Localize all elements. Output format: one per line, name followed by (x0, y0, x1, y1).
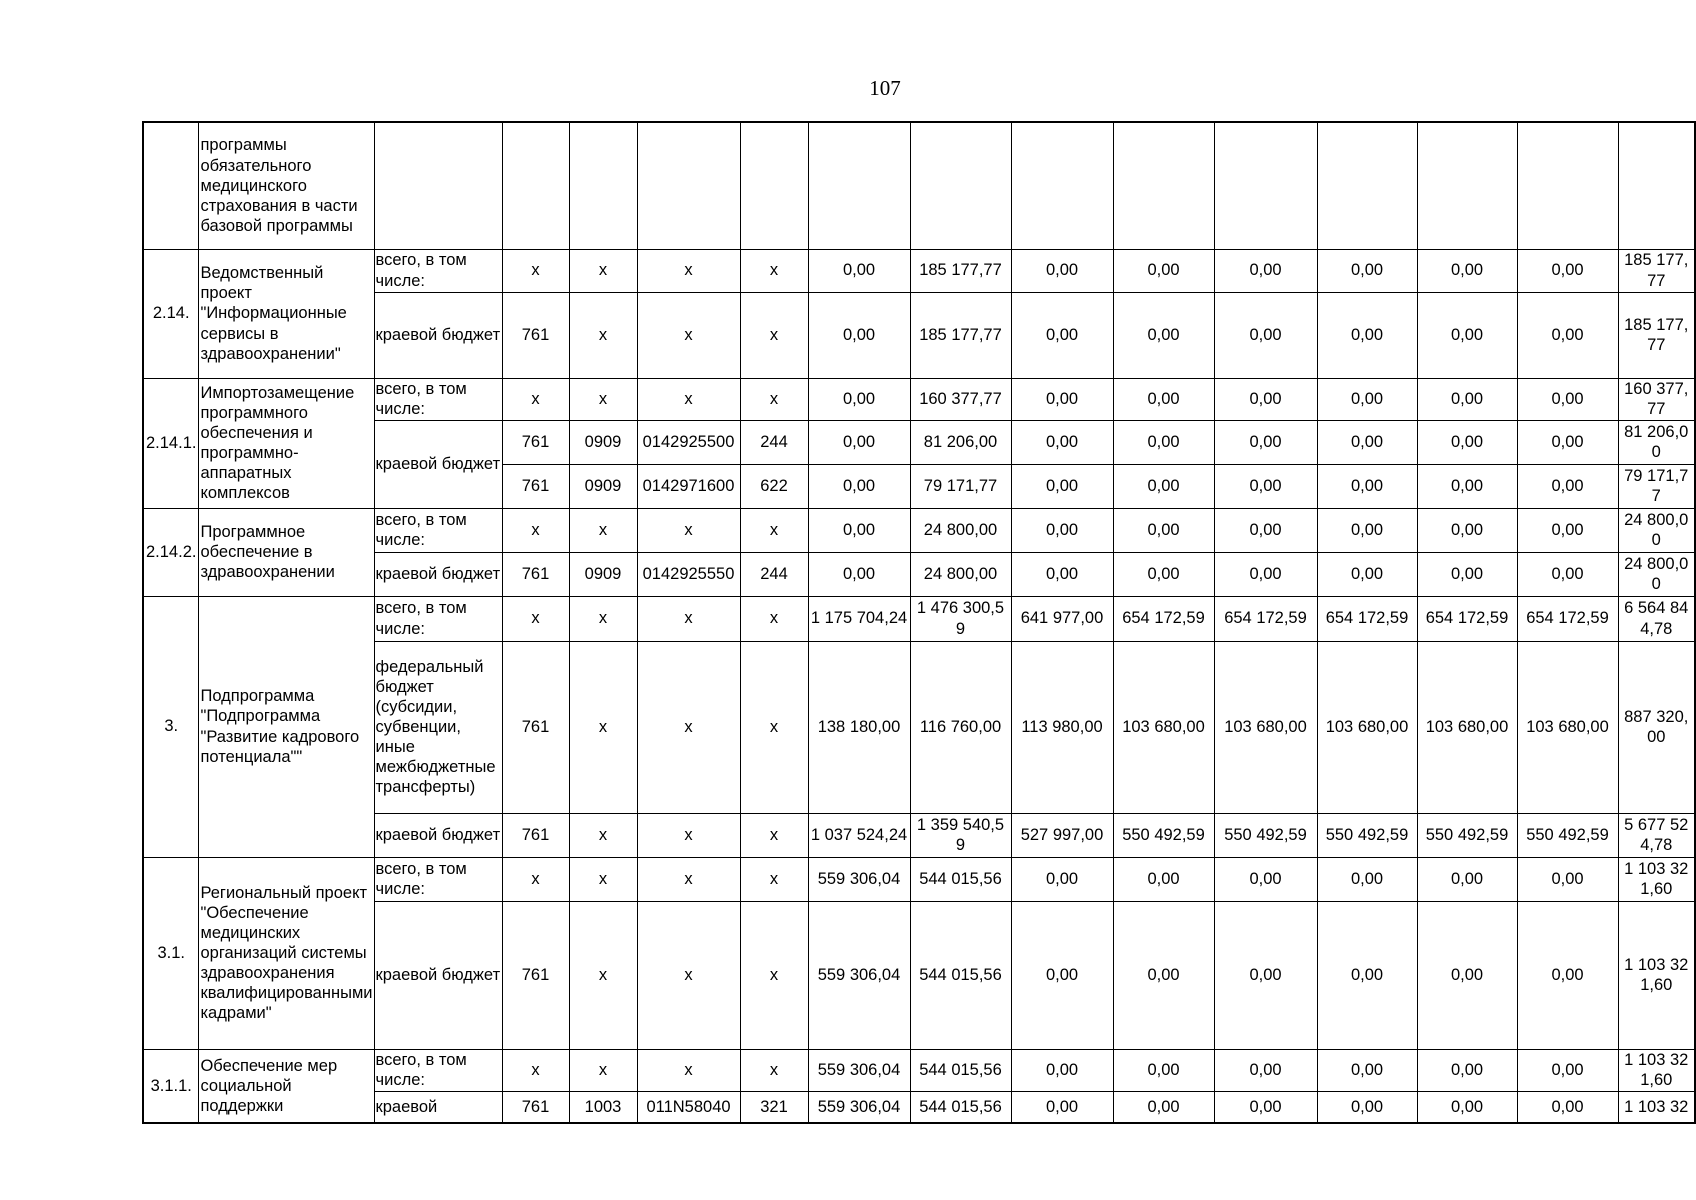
year-value-cell: 0,00 (1417, 1091, 1517, 1123)
year-value-cell: 0,00 (1113, 378, 1214, 420)
year-value-cell: 0,00 (1113, 1091, 1214, 1123)
year-value-cell: 0,00 (1214, 249, 1317, 292)
year-value-cell: 0,00 (1011, 901, 1113, 1049)
year-value-cell: 0,00 (1517, 1091, 1618, 1123)
year-value-cell: 0,00 (1113, 508, 1214, 552)
year-value-cell: 0,00 (1517, 378, 1618, 420)
table-row (143, 378, 1695, 420)
table-row (143, 813, 1695, 857)
section-code: x (569, 813, 637, 857)
year-value-cell: 103 680,00 (1417, 641, 1517, 813)
year-value-cell: 103 680,00 (1214, 641, 1317, 813)
section-code: 0909 (569, 420, 637, 464)
total-cell: 185 177,77 (1618, 292, 1695, 378)
year-value-cell: 654 172,59 (1214, 596, 1317, 641)
year-value-cell: 0,00 (1011, 508, 1113, 552)
table-row (143, 1049, 1695, 1091)
year-value-cell: 0,00 (1517, 1049, 1618, 1091)
target-code: 0142925500 (637, 420, 740, 464)
year-value-cell: 0,00 (1214, 552, 1317, 596)
total-cell: 5 677 524,78 (1618, 813, 1695, 857)
section-code: 1003 (569, 1091, 637, 1123)
funding-source: всего, в том числе: (374, 249, 502, 292)
year-value-cell: 550 492,59 (1214, 813, 1317, 857)
total-cell: 6 564 844,78 (1618, 596, 1695, 641)
year-value-cell: 0,00 (1011, 249, 1113, 292)
funding-source: всего, в том числе: (374, 1049, 502, 1091)
target-code: x (637, 508, 740, 552)
grbs-code: x (502, 857, 569, 901)
grbs-code: 761 (502, 1091, 569, 1123)
section-code: x (569, 596, 637, 641)
year-value-cell: 559 306,04 (808, 857, 910, 901)
year-value-cell: 0,00 (1517, 292, 1618, 378)
total-cell: 1 103 321,60 (1618, 1049, 1695, 1091)
row-name: программы обязательного медицинского страхования в части базовой программы (199, 122, 374, 249)
table-row (143, 641, 1695, 813)
year-value-cell: 0,00 (1113, 292, 1214, 378)
year-value-cell: 0,00 (1317, 552, 1417, 596)
section-code: x (569, 508, 637, 552)
target-code: 0142925550 (637, 552, 740, 596)
year-value-cell: 0,00 (1214, 378, 1317, 420)
row-name: Подпрограмма "Подпрограмма "Развитие кадрового потенциала"" (199, 596, 374, 857)
section-code: 0909 (569, 552, 637, 596)
year-value-cell: 544 015,56 (910, 857, 1011, 901)
year-value-cell: 550 492,59 (1317, 813, 1417, 857)
expense-type-code: 244 (740, 552, 808, 596)
year-value-cell: 0,00 (1517, 508, 1618, 552)
table-row (143, 552, 1695, 596)
year-value-cell: 0,00 (1417, 508, 1517, 552)
funding-source: федеральный бюджет (субсидии, субвенции, иные межбюджетные трансферты) (374, 641, 502, 813)
year-value-cell: 0,00 (1317, 901, 1417, 1049)
year-value-cell: 0,00 (1214, 1091, 1317, 1123)
year-value-cell: 0,00 (808, 464, 910, 508)
year-value-cell: 0,00 (1317, 1091, 1417, 1123)
year-value-cell: 550 492,59 (1113, 813, 1214, 857)
year-value-cell: 0,00 (1214, 464, 1317, 508)
year-value-cell: 24 800,00 (910, 552, 1011, 596)
grbs-code: 761 (502, 901, 569, 1049)
table-row (143, 420, 1695, 464)
section-code: x (569, 249, 637, 292)
total-cell: 160 377,77 (1618, 378, 1695, 420)
year-value-cell: 654 172,59 (1417, 596, 1517, 641)
grbs-code: 761 (502, 813, 569, 857)
expense-type-code: 244 (740, 420, 808, 464)
funding-source: краевой бюджет (374, 552, 502, 596)
year-value-cell: 103 680,00 (1517, 641, 1618, 813)
year-value-cell: 0,00 (1517, 464, 1618, 508)
target-code: x (637, 292, 740, 378)
row-name: Обеспечение мер социальной поддержки (199, 1049, 374, 1123)
year-value-cell: 24 800,00 (910, 508, 1011, 552)
year-value-cell: 544 015,56 (910, 1091, 1011, 1123)
year-value-cell: 0,00 (1517, 857, 1618, 901)
section-code: x (569, 292, 637, 378)
section-code: x (569, 857, 637, 901)
funding-source: краевой бюджет (374, 813, 502, 857)
year-value-cell: 0,00 (1517, 420, 1618, 464)
year-value-cell: 0,00 (1214, 857, 1317, 901)
row-number: 3. (143, 596, 199, 857)
expense-type-code: x (740, 292, 808, 378)
total-cell: 24 800,00 (1618, 552, 1695, 596)
year-value-cell: 103 680,00 (1317, 641, 1417, 813)
expense-type-code: x (740, 378, 808, 420)
year-value-cell: 0,00 (808, 378, 910, 420)
year-value-cell: 0,00 (1011, 857, 1113, 901)
year-value-cell: 0,00 (1417, 420, 1517, 464)
total-cell: 1 103 321,60 (1618, 857, 1695, 901)
year-value-cell: 559 306,04 (808, 1091, 910, 1123)
table-row (143, 1091, 1695, 1123)
grbs-code: x (502, 596, 569, 641)
expense-type-code: x (740, 641, 808, 813)
grbs-code: x (502, 378, 569, 420)
year-value-cell: 0,00 (1011, 420, 1113, 464)
row-name: Региональный проект "Обеспечение медицинских организаций системы здравоохранения квалифицированными кадрами" (199, 857, 374, 1049)
year-value-cell: 0,00 (1417, 857, 1517, 901)
page-number: 107 (869, 76, 901, 100)
section-code: 0909 (569, 464, 637, 508)
year-value-cell: 1 476 300,59 (910, 596, 1011, 641)
row-number: 3.1. (143, 857, 199, 1049)
budget-table (142, 121, 1696, 1124)
year-value-cell: 1 037 524,24 (808, 813, 910, 857)
year-value-cell: 0,00 (1417, 378, 1517, 420)
total-cell: 887 320,00 (1618, 641, 1695, 813)
year-value-cell: 0,00 (1011, 464, 1113, 508)
year-value-cell: 0,00 (1113, 901, 1214, 1049)
total-cell: 24 800,00 (1618, 508, 1695, 552)
year-value-cell: 0,00 (1214, 420, 1317, 464)
table-row (143, 857, 1695, 901)
target-code: x (637, 901, 740, 1049)
year-value-cell: 1 175 704,24 (808, 596, 910, 641)
table-row (143, 292, 1695, 378)
year-value-cell: 559 306,04 (808, 1049, 910, 1091)
year-value-cell: 0,00 (1214, 508, 1317, 552)
section-code: x (569, 641, 637, 813)
total-cell: 185 177,77 (1618, 249, 1695, 292)
year-value-cell: 0,00 (1417, 464, 1517, 508)
grbs-code: 761 (502, 464, 569, 508)
year-value-cell: 0,00 (808, 249, 910, 292)
target-code: 011N58040 (637, 1091, 740, 1123)
year-value-cell: 0,00 (1417, 1049, 1517, 1091)
year-value-cell: 0,00 (1011, 292, 1113, 378)
year-value-cell: 0,00 (1113, 464, 1214, 508)
year-value-cell: 0,00 (1011, 1091, 1113, 1123)
year-value-cell: 0,00 (1517, 249, 1618, 292)
year-value-cell: 185 177,77 (910, 249, 1011, 292)
grbs-code: x (502, 1049, 569, 1091)
year-value-cell: 0,00 (1113, 249, 1214, 292)
row-name: Ведомственный проект "Информационные сервисы в здравоохранении" (199, 249, 374, 378)
table-row (143, 249, 1695, 292)
year-value-cell: 550 492,59 (1517, 813, 1618, 857)
year-value-cell: 0,00 (1214, 901, 1317, 1049)
year-value-cell: 0,00 (1011, 378, 1113, 420)
funding-source: краевой бюджет (374, 901, 502, 1049)
expense-type-code: x (740, 596, 808, 641)
year-value-cell: 0,00 (1517, 901, 1618, 1049)
table-row (143, 596, 1695, 641)
row-number: 3.1.1. (143, 1049, 199, 1123)
year-value-cell: 0,00 (1517, 552, 1618, 596)
year-value-cell: 0,00 (1113, 552, 1214, 596)
year-value-cell: 527 997,00 (1011, 813, 1113, 857)
expense-type-code: x (740, 813, 808, 857)
grbs-code: 761 (502, 292, 569, 378)
expense-type-code: x (740, 508, 808, 552)
expense-type-code: x (740, 1049, 808, 1091)
row-number: 2.14.2. (143, 508, 199, 596)
year-value-cell: 0,00 (1417, 901, 1517, 1049)
funding-source: всего, в том числе: (374, 596, 502, 641)
year-value-cell: 0,00 (808, 508, 910, 552)
year-value-cell: 544 015,56 (910, 1049, 1011, 1091)
table-row (143, 122, 1695, 249)
year-value-cell: 0,00 (1214, 292, 1317, 378)
year-value-cell: 0,00 (1317, 378, 1417, 420)
year-value-cell: 103 680,00 (1113, 641, 1214, 813)
target-code: x (637, 813, 740, 857)
total-cell: 1 103 32 (1618, 1091, 1695, 1123)
section-code: x (569, 901, 637, 1049)
funding-source: краевой (374, 1091, 502, 1123)
year-value-cell: 0,00 (1317, 1049, 1417, 1091)
year-value-cell: 185 177,77 (910, 292, 1011, 378)
row-name: Импортозамещение программного обеспечения и программно-аппаратных комплексов (199, 378, 374, 508)
funding-source: всего, в том числе: (374, 857, 502, 901)
expense-type-code: 321 (740, 1091, 808, 1123)
row-name: Программное обеспечение в здравоохранении (199, 508, 374, 596)
year-value-cell: 0,00 (1317, 857, 1417, 901)
grbs-code: x (502, 249, 569, 292)
year-value-cell: 654 172,59 (1517, 596, 1618, 641)
year-value-cell: 138 180,00 (808, 641, 910, 813)
year-value-cell: 0,00 (808, 552, 910, 596)
target-code: x (637, 1049, 740, 1091)
expense-type-code: 622 (740, 464, 808, 508)
total-cell: 81 206,00 (1618, 420, 1695, 464)
year-value-cell: 81 206,00 (910, 420, 1011, 464)
year-value-cell: 116 760,00 (910, 641, 1011, 813)
year-value-cell: 0,00 (1317, 292, 1417, 378)
total-cell: 1 103 321,60 (1618, 901, 1695, 1049)
year-value-cell: 1 359 540,59 (910, 813, 1011, 857)
year-value-cell: 160 377,77 (910, 378, 1011, 420)
funding-source: всего, в том числе: (374, 378, 502, 420)
year-value-cell: 0,00 (1317, 508, 1417, 552)
year-value-cell: 0,00 (1113, 857, 1214, 901)
year-value-cell: 0,00 (1317, 420, 1417, 464)
year-value-cell: 0,00 (1417, 249, 1517, 292)
target-code: x (637, 378, 740, 420)
year-value-cell: 559 306,04 (808, 901, 910, 1049)
grbs-code: 761 (502, 641, 569, 813)
expense-type-code: x (740, 249, 808, 292)
table-row (143, 508, 1695, 552)
year-value-cell: 641 977,00 (1011, 596, 1113, 641)
grbs-code: x (502, 508, 569, 552)
target-code: 0142971600 (637, 464, 740, 508)
target-code: x (637, 641, 740, 813)
grbs-code: 761 (502, 420, 569, 464)
year-value-cell: 550 492,59 (1417, 813, 1517, 857)
year-value-cell: 79 171,77 (910, 464, 1011, 508)
year-value-cell: 544 015,56 (910, 901, 1011, 1049)
year-value-cell: 0,00 (1011, 1049, 1113, 1091)
funding-source: всего, в том числе: (374, 508, 502, 552)
target-code: x (637, 857, 740, 901)
year-value-cell: 0,00 (808, 420, 910, 464)
funding-source: краевой бюджет (374, 292, 502, 378)
year-value-cell: 0,00 (1317, 464, 1417, 508)
grbs-code: 761 (502, 552, 569, 596)
expense-type-code: x (740, 901, 808, 1049)
row-number (143, 122, 199, 249)
target-code: x (637, 249, 740, 292)
section-code: x (569, 378, 637, 420)
year-value-cell: 654 172,59 (1113, 596, 1214, 641)
total-cell: 79 171,77 (1618, 464, 1695, 508)
row-number: 2.14.1. (143, 378, 199, 508)
year-value-cell: 0,00 (1113, 1049, 1214, 1091)
target-code: x (637, 596, 740, 641)
year-value-cell: 0,00 (808, 292, 910, 378)
funding-source: краевой бюджет (374, 420, 502, 508)
year-value-cell: 0,00 (1113, 420, 1214, 464)
year-value-cell: 654 172,59 (1317, 596, 1417, 641)
year-value-cell: 0,00 (1214, 1049, 1317, 1091)
section-code: x (569, 1049, 637, 1091)
expense-type-code: x (740, 857, 808, 901)
year-value-cell: 0,00 (1417, 292, 1517, 378)
year-value-cell: 113 980,00 (1011, 641, 1113, 813)
year-value-cell: 0,00 (1317, 249, 1417, 292)
year-value-cell: 0,00 (1011, 552, 1113, 596)
year-value-cell: 0,00 (1417, 552, 1517, 596)
table-row (143, 901, 1695, 1049)
row-number: 2.14. (143, 249, 199, 378)
